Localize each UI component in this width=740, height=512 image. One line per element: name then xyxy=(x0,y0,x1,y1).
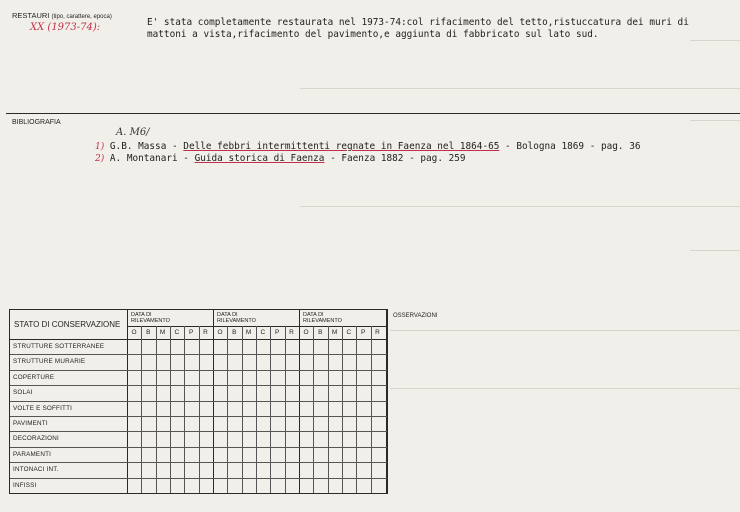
conservation-table xyxy=(9,309,388,494)
row-line xyxy=(10,385,387,386)
row-label: INTONACI INT. xyxy=(13,466,59,474)
entry-number: 2) xyxy=(95,154,105,164)
row-line xyxy=(10,447,387,448)
row-line xyxy=(10,431,387,432)
column-letter: R xyxy=(203,329,208,336)
cell-column-line xyxy=(270,326,271,493)
row-label: DECORAZIONI xyxy=(13,435,59,443)
handwritten-date: XX (1973-74): xyxy=(30,22,101,33)
column-letter: R xyxy=(289,329,294,336)
cell-column-line xyxy=(156,326,157,493)
cell-column-line xyxy=(328,326,329,493)
column-letter: O xyxy=(217,329,223,336)
restauri-label-sub: (tipo, carattere, epoca) xyxy=(51,14,112,20)
group-header-line-1: DATA DI xyxy=(303,312,324,318)
group-header-3 xyxy=(303,312,342,324)
group-header-line-2: RILEVAMENTO xyxy=(217,318,256,324)
cell-column-line xyxy=(184,326,185,493)
row-label: STRUTTURE SOTTERRANEE xyxy=(13,343,105,350)
column-letter: C xyxy=(174,329,180,336)
group-header-line-1: DATA DI xyxy=(217,312,238,318)
column-letter: B xyxy=(146,329,151,336)
column-letter: B xyxy=(232,329,237,336)
group-header-1 xyxy=(131,312,170,324)
osservazioni-label: OSSERVAZIONI xyxy=(393,313,438,319)
column-letter: P xyxy=(361,329,366,336)
bibliography-entry-1 xyxy=(95,141,641,152)
header-line xyxy=(127,326,387,327)
group-header-2 xyxy=(217,312,256,324)
row-label: STRUTTURE MURARIE xyxy=(13,358,86,366)
conservation-title: STATO DI CONSERVAZIONE xyxy=(14,320,121,329)
cell-column-line xyxy=(356,326,357,493)
row-label: SOLAI xyxy=(13,389,33,397)
row-line xyxy=(10,354,387,355)
cell-column-line xyxy=(242,326,243,493)
row-line xyxy=(10,401,387,402)
restauri-text-line-1: E' stata completamente restaurata nel 1973-74:col rifacimento del tetto,ristuccatura dei muri di xyxy=(147,17,689,28)
cell-column-line xyxy=(141,326,142,493)
row-label: INFISSI xyxy=(13,481,37,489)
group-header-line-2: RILEVAMENTO xyxy=(303,318,342,324)
row-label: VOLTE E SOFFITTI xyxy=(13,404,73,412)
cell-column-line xyxy=(342,326,343,493)
column-letter: M xyxy=(159,329,166,336)
column-letter: P xyxy=(275,329,280,336)
bibliografia-handwritten-note: A. M6/ xyxy=(116,127,150,138)
section-divider xyxy=(6,113,740,114)
row-line xyxy=(10,462,387,463)
column-letter: C xyxy=(346,329,352,336)
entry-publication: - Bologna 1869 - pag. 36 xyxy=(505,141,641,152)
entry-author: G.B. Massa - xyxy=(109,141,178,152)
row-label: PARAMENTI xyxy=(13,450,52,458)
column-letter: C xyxy=(260,329,266,336)
cell-column-line xyxy=(285,326,286,493)
column-letter: M xyxy=(245,329,252,336)
entry-publication: - Faenza 1882 - pag. 259 xyxy=(330,153,466,164)
row-line xyxy=(10,370,387,371)
row-line xyxy=(10,416,387,417)
row-label: COPERTURE xyxy=(13,373,55,381)
group-header-line-2: RILEVAMENTO xyxy=(131,318,170,324)
column-letter: O xyxy=(131,329,137,336)
column-letter: O xyxy=(303,329,309,336)
column-letter: B xyxy=(318,329,323,336)
entry-author: A. Montanari - xyxy=(109,153,189,164)
restauri-text-line-2: mattoni a vista,rifacimento del pavimento,e aggiunta di fabbricato sul lato sud. xyxy=(147,29,599,40)
row-label: PAVIMENTI xyxy=(13,420,48,427)
column-letter: R xyxy=(375,329,380,336)
column-letter: M xyxy=(331,329,338,336)
column-letter: P xyxy=(189,329,194,336)
entry-title: Guida storica di Faenza xyxy=(194,153,325,164)
cell-column-line xyxy=(371,326,372,493)
entry-number: 1) xyxy=(95,142,105,152)
cell-column-line xyxy=(256,326,257,493)
restauri-label-main: RESTAURI xyxy=(12,11,50,20)
entry-title: Delle febbri intermittenti regnate in Faenza nel 1864-65 xyxy=(183,141,500,152)
bibliography-entry-2 xyxy=(95,153,466,164)
cell-column-line xyxy=(313,326,314,493)
group-header-line-1: DATA DI xyxy=(131,312,152,318)
restauri-label xyxy=(12,11,112,20)
cell-column-line xyxy=(227,326,228,493)
bibliografia-label: BIBLIOGRAFIA xyxy=(12,119,61,126)
row-line xyxy=(10,478,387,479)
cell-column-line xyxy=(170,326,171,493)
cell-column-line xyxy=(199,326,200,493)
